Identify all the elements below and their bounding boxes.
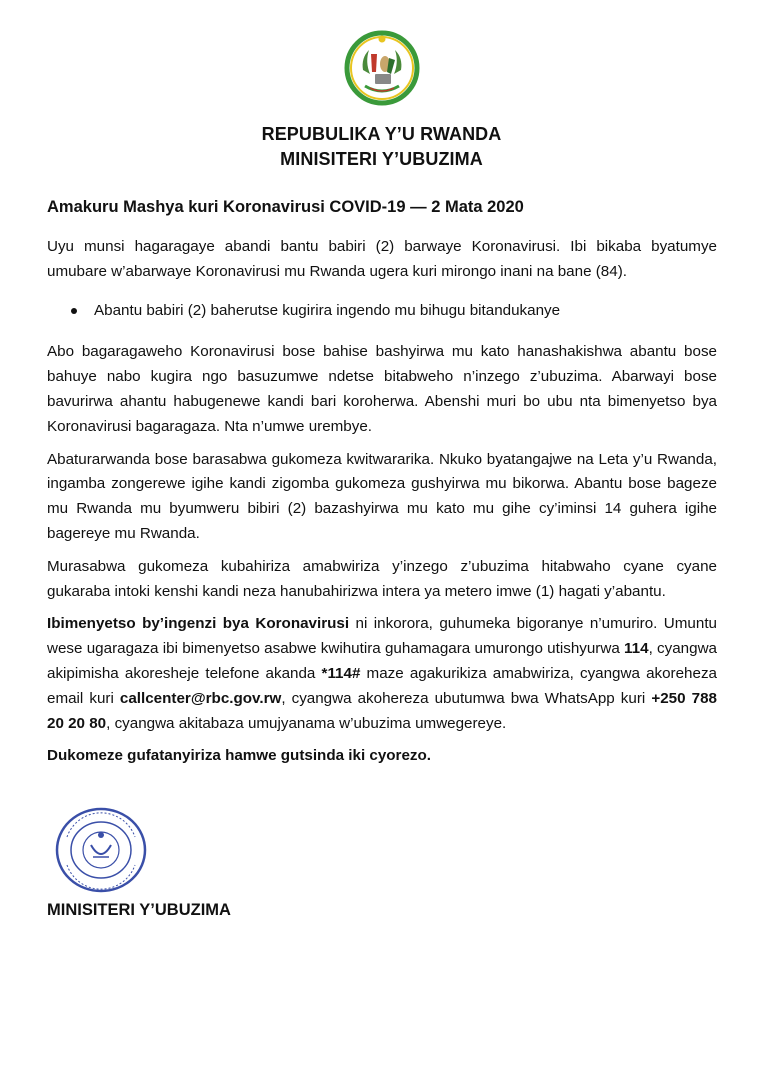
hygiene-paragraph: Murasabwa gukomeza kubahiriza amabwiriza y’inzego z’ubuzima hitabwaho cyane cyane gukaraba intoki kenshi kandi neza hanubahirizwa intera ya metero imwe (1) hagati y’abantu. — [47, 557, 717, 600]
signoff: MINISITERI Y’UBUZIMA — [47, 901, 231, 919]
document-header — [0, 122, 763, 172]
list-item — [47, 299, 717, 324]
country-name: REPUBULIKA Y’U RWANDA — [261, 124, 502, 144]
document-title: Amakuru Mashya kuri Koronavirusi COVID-19 — 2 Mata 2020 — [47, 198, 524, 216]
symptoms-text-1: ni inkorora, guhumeka bigoranye n’umuriro. Umuntu wese ugaragaza ibi bimenyetso asabwe kwihutira guhamagara umurongo utishyurwa — [47, 615, 717, 658]
symptoms-text-4: , cyangwa akohereza ubutumwa bwa WhatsApp kuri — [281, 689, 652, 707]
whatsapp-number: +250 788 20 20 80 — [47, 689, 717, 732]
symptoms-text-5: , cyangwa akitabaza umujyanama w’ubuzima umwegereye. — [106, 714, 507, 732]
closing-statement: Dukomeze gufatanyiriza hamwe gutsinda iki cyorezo. — [47, 747, 432, 765]
document-body — [47, 235, 717, 777]
bullet-icon — [71, 308, 77, 314]
hotline-number: 114 — [624, 640, 649, 658]
symptoms-text-2: , cyangwa akipimisha akoresheje telefone akanda — [47, 640, 717, 682]
vigilance-paragraph: Abaturarwanda bose barasabwa gukomeza kwitwararika. Nkuko byatangajwe na Leta y’u Rwanda, ingamba zongerewe igihe kandi zigomba gukomeza gushyirwa mu bikorwa. Abantu bose bageze mu Rwanda mu byumweru bibiri (2) bazashyirwa mu kato mu gihe cy’iminsi 14 guhera igihe bagereye mu Rwanda. — [47, 450, 717, 542]
contact-email: callcenter@rbc.gov.rw — [119, 689, 282, 707]
intro-paragraph: Uyu munsi hagaragaye abandi bantu babiri (2) barwaye Koronavirusi. Ibi bikaba byatumye umubare w’abarwaye Koronavirusi mu Rwanda ugera kuri mirongo inani na bane (84). — [47, 238, 717, 280]
rwanda-coat-of-arms-icon — [343, 30, 421, 106]
bullet-list — [47, 299, 717, 324]
bullet-text: Abantu babiri (2) baherutse kugirira ingendo mu bihugu bitandukanye — [94, 301, 561, 319]
ussd-code: *114# — [321, 664, 361, 682]
isolation-paragraph: Abo bagaragaweho Koronavirusi bose bahise bashyirwa mu kato hanashakishwa abantu bose bahuye nabo kugira ngo basuzumwe ndetse bitabweho n’inzego z’ubuzima. Abarwayi bose bavurirwa ahantu habugenewe kandi bari koroherwa. Abenshi muri bo ubu nta bimenyetso bya Koronavirusi bagaragaza. Nta n’umwe urembye. — [47, 343, 717, 435]
ministry-stamp-icon — [53, 805, 149, 895]
symptoms-paragraph — [47, 612, 717, 736]
symptoms-text-3: maze agakurikiza amabwiriza, cyangwa akoreheza email kuri — [47, 664, 717, 707]
ministry-name: MINISITERI Y’UBUZIMA — [280, 149, 483, 169]
symptoms-heading: Ibimenyetso by’ingenzi bya Koronavirusi — [47, 615, 350, 633]
